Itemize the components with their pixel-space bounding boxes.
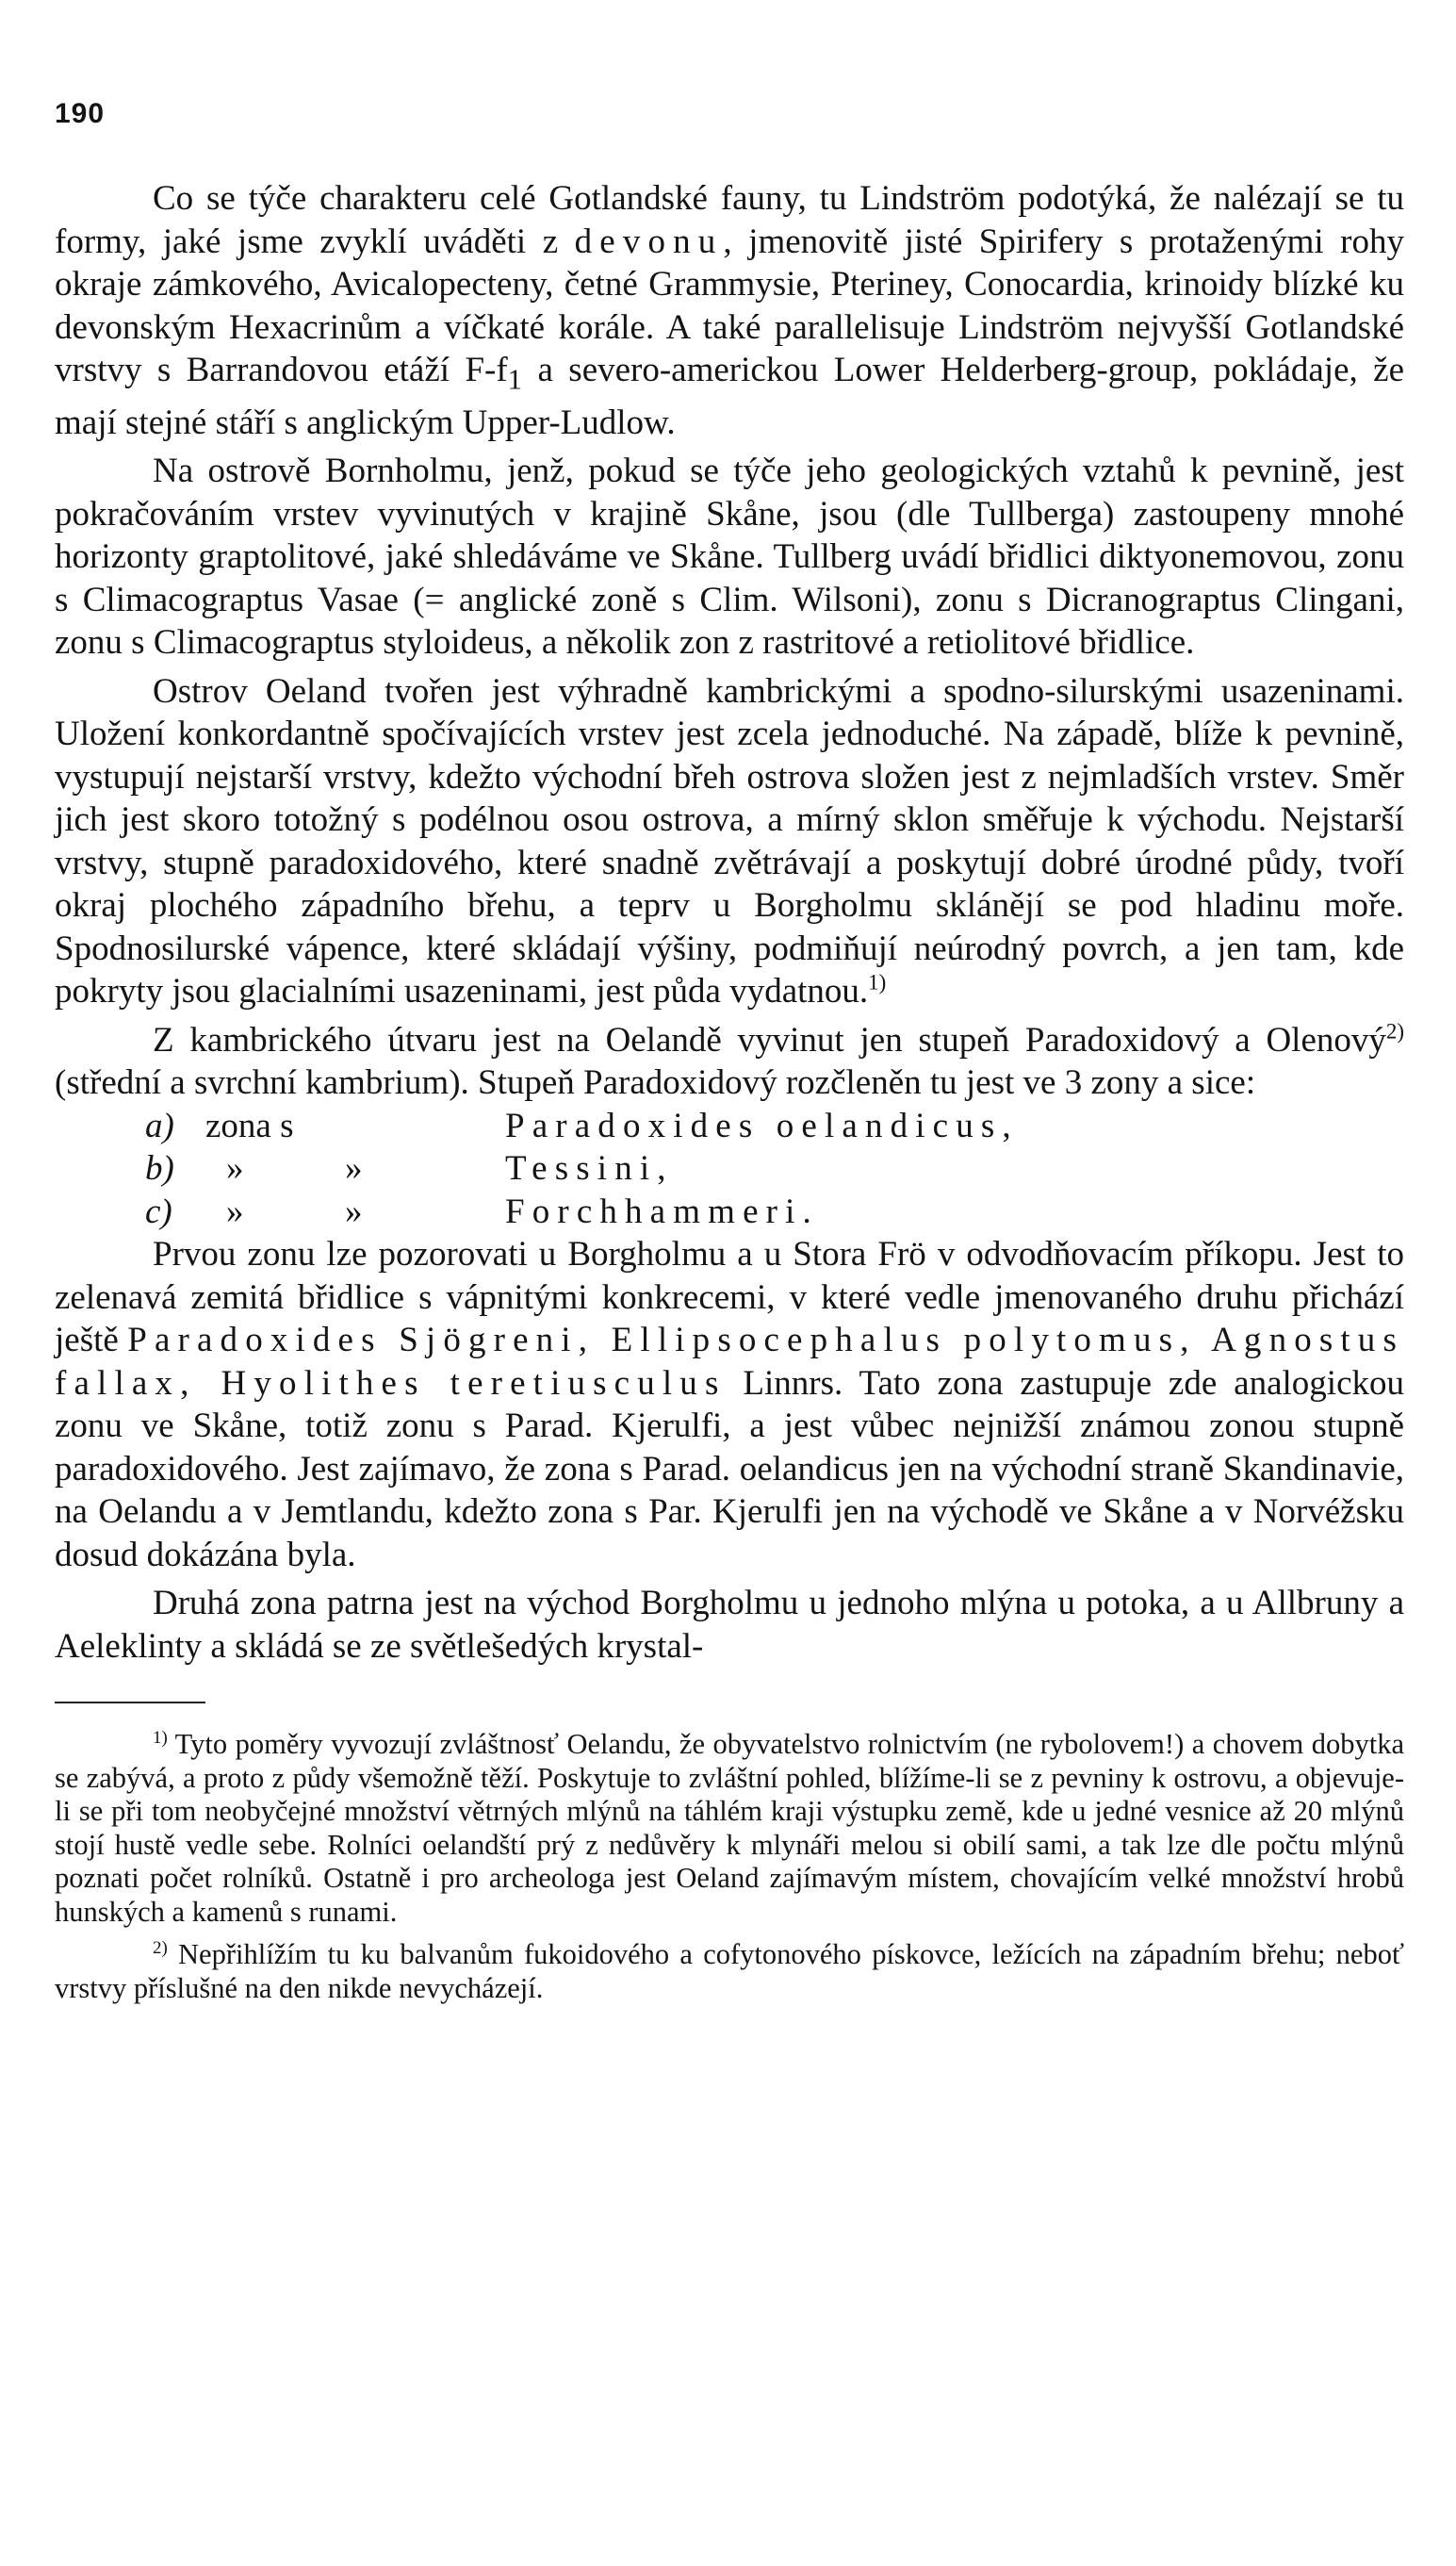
paragraph-oeland	[55, 670, 1404, 1013]
paragraph-cambrian	[55, 1019, 1404, 1105]
ditto-mark: »	[345, 1192, 363, 1231]
taxon-name: Forchhammeri.	[505, 1192, 819, 1231]
list-prefix: zona s	[205, 1106, 294, 1145]
paragraph-first-zone	[55, 1233, 1404, 1576]
ditto-mark: »	[345, 1149, 363, 1189]
page-number: 190	[55, 98, 106, 129]
paragraph-text: Ostrov Oeland tvořen jest výhradně kambrickými a spodno-silurskými usazeninami. Uložení konkordantně spočívajících vrstev jest zcela jednoduché. Na západě, blíže k pevnině, vystupují nejstarší vrstvy, kdežto východní břeh ostrova složen jest z nejmladších vrstev. Směr jich jest skoro totožný s podélnou osou ostrova, a mírný sklon směřuje k východu. Nejstarší vrstvy, stupně paradoxidového, které snadně zvětrávají a poskytují dobré úrodné půdy, tvoří okraj plochého západního břehu, a teprv u Borgholmu sklánějí se pod hladinu moře. Spodnosilurské vápence, které skládají výšiny, podmiňují neúrodný povrch, a jen tam, kde pokryty jsou glacialními usazeninami, jest půda vydatnou.	[55, 671, 1404, 1012]
ditto-mark: »	[226, 1192, 244, 1231]
paragraph-gotland-fauna	[55, 177, 1404, 444]
paragraph-text: , jmenovitě jisté Spirifery s protaženými rohy okraje zámkového, Avicalopecteny, četné Grammysie, Pteriney, Conocardia, krinoidy blízké ku devonským Hexacrinům a víčkaté korále. A také parallelisuje Lindström nejvyšší Gotlandské vrstvy s Barrandovou etáží F-f	[55, 222, 1404, 389]
list-prefix	[205, 1147, 505, 1191]
footnote-text: Nepřihlížím tu ku balvanům fukoidového a cofytonového pískovce, ležících na západním břehu; neboť vrstvy příslušné na den nikde nevycházejí.	[55, 1938, 1404, 2004]
footnote-1	[55, 1728, 1404, 1929]
list-label: c)	[145, 1192, 172, 1231]
taxon-name: Paradoxides oelandicus,	[505, 1106, 1019, 1145]
paragraph-text: a severo-americkou Lower Helderberg-group, pokládaje, že mají stejné stáří s anglickým Upper-Ludlow.	[55, 351, 1404, 442]
paragraph-text: Na ostrově Bornholmu, jenž, pokud se týče jeho geologických vztahů k pevnině, jest pokračováním vrstev vyvinutých v krajině Skåne, jsou (dle Tullberga) zastoupeny mnohé horizonty graptolitové, jaké shledáváme ve Skåne. Tullberg uvádí břidlici diktyonemovou, zonu s Climacograptus Vasae (= anglické zoně s Clim. Wilsoni), zonu s Dicranograptus Clingani, zonu s Climacograptus styloideus, a několik zon z rastritové a retiolitové břidlice.	[55, 452, 1404, 663]
taxon-name: Tessini,	[505, 1149, 674, 1189]
list-item	[55, 1105, 1404, 1148]
paragraph-text: Z kambrického útvaru jest na Oelandě vyvinut jen stupeň Paradoxidový a Olenový	[153, 1020, 1386, 1060]
footnote-2	[55, 1938, 1404, 2005]
paragraph-bornholm	[55, 450, 1404, 665]
list-label: b)	[145, 1149, 174, 1189]
paragraph-text: Linnrs. Tato zona zastupuje zde analogickou zonu ve Skåne, totiž zonu s Parad. Kjerulfi, a jest vůbec nejnižší známou zonou stupně paradoxidového. Jest zajímavo, že zona s Parad. oelandicus jen na východní straně Skandinavie, na Oelandu a v Jemtlandu, kdežto zona s Par. Kjerulfi jen na východě ve Skåne a v Norvéžsku dosud dokázána byla.	[55, 1363, 1404, 1574]
page	[55, 98, 1404, 2005]
subscript: 1	[507, 363, 523, 396]
list-prefix	[205, 1191, 505, 1234]
footnote-mark: 1)	[153, 1728, 168, 1749]
paragraph-second-zone	[55, 1582, 1404, 1668]
ditto-mark: »	[226, 1149, 244, 1189]
footnote-mark: 2)	[153, 1938, 168, 1959]
footnote-divider	[55, 1702, 205, 1703]
spaced-term: devonu	[574, 222, 724, 261]
spaced-taxa: Paradoxides Sjögreni, Ellipsocephalus polytomus, Agnostus fallax, Hyolithes teretiusculus	[55, 1321, 1404, 1403]
footnote-ref: 2)	[1385, 1019, 1404, 1044]
paragraph-text: (střední a svrchní kambrium). Stupeň Paradoxidový rozčleněn tu jest ve 3 zony a sice:	[55, 1063, 1256, 1103]
paragraph-text: Prvou zonu lze pozorovati u Borgholmu a u Stora Frö v odvodňovacím příkopu. Jest to zelenavá zemitá břidlice s vápnitými konkrecemi, v které vedle jmenovaného druhu přichází ještě	[55, 1235, 1404, 1360]
footnote-text: Tyto poměry vyvozují zvláštnosť Oelandu, že obyvatelstvo rolnictvím (ne rybolovem!) a chovem dobytka se zabývá, a proto z půdy všemožně těží. Poskytuje to zvláštní pohled, blížíme-li se z pevniny k ostrovu, a objevuje-li se při tom neobyčejné množství větrných mlýnů na táhlém kraji výstupku země, kde u jedné vesnice až 20 mlýnů stojí hustě vedle sebe. Rolníci oelandští prý z nedůvěry k mlynáři melou si obilí sami, a tak lze dle počtu mlýnů poznati počet rolníků. Ostatně i pro archeologa jest Oeland zajímavým místem, chovajícím velké množství hrobů hunských a kamenů s runami.	[55, 1728, 1404, 1928]
paragraph-text: Druhá zona patrna jest na východ Borgholmu u jednoho mlýna u potoka, a u Allbruny a Aeleklinty a skládá se ze světlešedých krystal-	[55, 1584, 1404, 1666]
list-item	[55, 1147, 1404, 1191]
zone-list	[55, 1105, 1404, 1234]
footnote-ref: 1)	[868, 971, 887, 995]
paragraph-text: Co se týče charakteru celé Gotlandské fauny, tu Lindström podotýká, že nalézají se tu formy, jaké jsme zvyklí uváděti z	[55, 179, 1404, 261]
list-label: a)	[145, 1106, 174, 1145]
list-item	[55, 1191, 1404, 1234]
